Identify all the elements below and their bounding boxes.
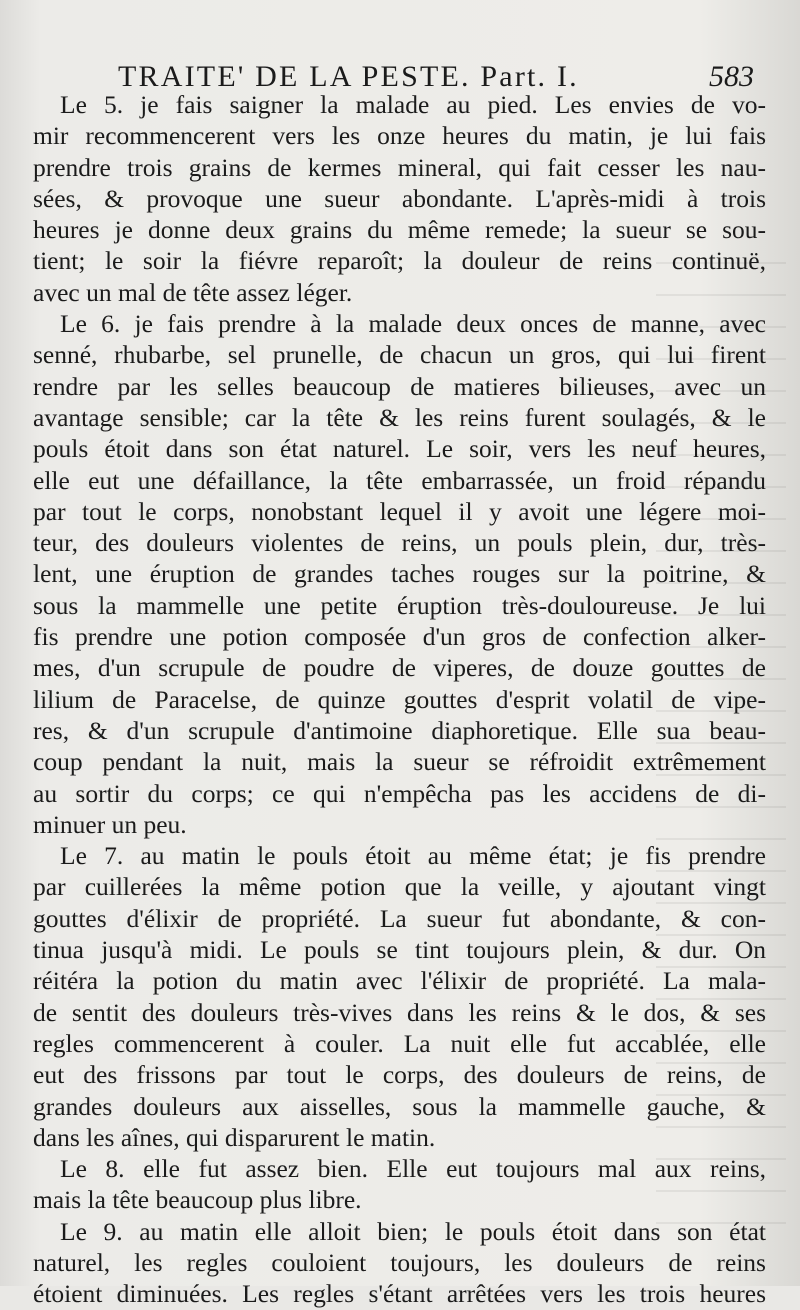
text-line: par tout le corps, nonobstant lequel il y avoit une légere moi- (33, 496, 766, 526)
body-text (33, 89, 766, 1310)
text-line: gouttes d'élixir de propriété. La sueur fut abondante, & con- (33, 903, 766, 933)
text-line: senné, rhubarbe, sel prunelle, de chacun un gros, qui lui firent (33, 340, 766, 370)
text-line: réitéra la potion du matin avec l'élixir de propriété. La mala- (33, 966, 766, 996)
text-line: tinua jusqu'à midi. Le pouls se tint toujours plein, & dur. On (33, 935, 766, 965)
text-line: Le 6. je fais prendre à la malade deux onces de manne, avec (60, 309, 766, 339)
text-line: heures je donne deux grains du même remede; la sueur se sou- (33, 215, 766, 245)
page-number: 583 (709, 60, 754, 93)
text-line: regles commencerent à couler. La nuit elle fut accablée, elle (33, 1028, 766, 1058)
text-line: avec un mal de tête assez léger. (33, 277, 353, 307)
text-line: elle eut une défaillance, la tête embarrassée, un froid répandu (33, 465, 766, 495)
text-line: de sentit des douleurs très-vives dans les reins & le dos, & ses (33, 997, 766, 1027)
text-line: étoient diminuées. Les regles s'étant arrêtées vers les trois heures (33, 1279, 766, 1309)
text-line: Le 5. je fais saigner la malade au pied. Les envies de vo- (60, 90, 766, 119)
text-line: res, & d'un scrupule d'antimoine diaphoretique. Elle sua beau- (33, 715, 766, 745)
text-line: lilium de Paracelse, de quinze gouttes d'esprit volatil de vipe- (33, 684, 766, 714)
text-line: prendre trois grains de kermes mineral, qui fait cesser les nau- (33, 152, 766, 182)
text-line: pouls étoit dans son état naturel. Le soir, vers les neuf heures, (33, 434, 766, 464)
text-line: sées, & provoque une sueur abondante. L'après-midi à trois (33, 183, 766, 213)
text-line: lent, une éruption de grandes taches rouges sur la poitrine, & (33, 559, 766, 589)
text-line: Le 7. au matin le pouls étoit au même état; je fis prendre (60, 841, 766, 871)
text-line: minuer un peu. (33, 809, 187, 839)
text-line: Le 9. au matin elle alloit bien; le pouls étoit dans son état (60, 1216, 766, 1246)
text-line: Le 8. elle fut assez bien. Elle eut toujours mal aux reins, (60, 1154, 766, 1184)
text-line: mir recommencerent vers les onze heures du matin, je lui fais (33, 121, 766, 151)
text-line: tient; le soir la fiévre reparoît; la douleur de reins continuë, (33, 246, 766, 276)
text-line: mes, d'un scrupule de poudre de viperes, de douze gouttes de (33, 653, 766, 683)
text-line: avantage sensible; car la tête & les reins furent soulagés, & le (33, 402, 766, 432)
text-line: grandes douleurs aux aisselles, sous la mammelle gauche, & (33, 1091, 766, 1121)
text-line: dans les aînes, qui disparurent le matin. (33, 1122, 436, 1152)
text-line: coup pendant la nuit, mais la sueur se réfroidit extrêmement (33, 747, 766, 777)
text-line: naturel, les regles couloient toujours, les douleurs de reins (33, 1247, 766, 1277)
text-line: rendre par les selles beaucoup de matieres bilieuses, avec un (33, 371, 766, 401)
text-line: teur, des douleurs violentes de reins, un pouls plein, dur, très- (33, 528, 766, 558)
text-line: mais la tête beaucoup plus libre. (33, 1185, 362, 1215)
text-line: fis prendre une potion composée d'un gros de confection alker- (33, 622, 766, 652)
text-line: sous la mammelle une petite éruption très-douloureuse. Je lui (33, 590, 766, 620)
text-line: par cuillerées la même potion que la veille, y ajoutant vingt (33, 872, 766, 902)
text-line: au sortir du corps; ce qui n'empêcha pas les accidens de di- (33, 778, 766, 808)
running-title: TRAITE' DE LA PESTE. Part. I. (118, 60, 579, 93)
text-line: eut des frissons par tout le corps, des douleurs de reins, de (33, 1060, 766, 1090)
